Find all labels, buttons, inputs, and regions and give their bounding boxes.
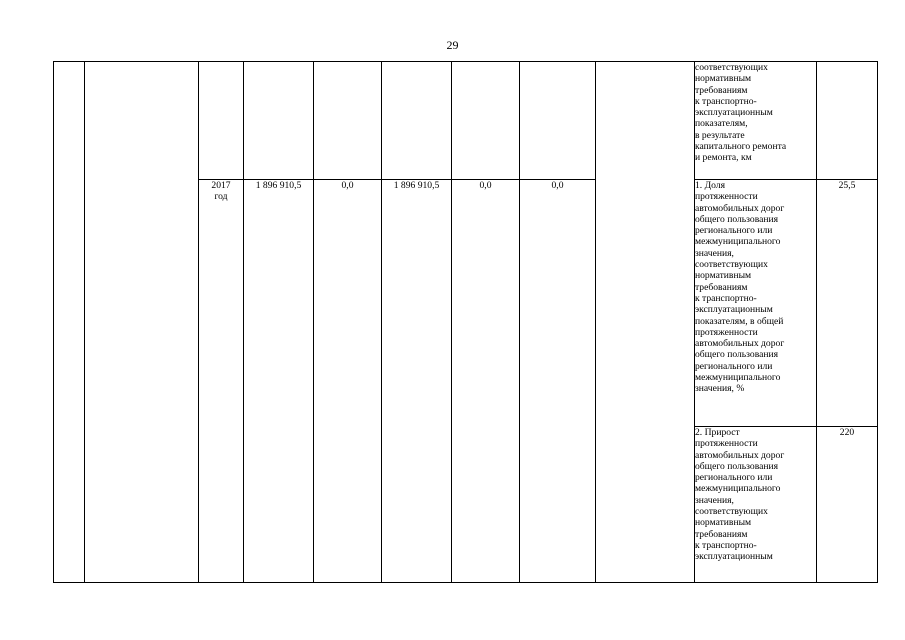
cell-number bbox=[54, 62, 85, 583]
cell-executor bbox=[596, 62, 695, 583]
cell-total: 1 896 910,5 bbox=[244, 180, 314, 583]
cell-regional: 1 896 910,5 bbox=[382, 180, 452, 583]
cell-year-empty bbox=[199, 62, 244, 180]
page-number: 29 bbox=[446, 38, 459, 52]
indicator-value: 220 bbox=[817, 427, 878, 583]
indicator-value bbox=[817, 62, 878, 180]
indicator-value: 25,5 bbox=[817, 180, 878, 427]
indicator-text: 2. Прирост протяженности автомобильных дорог общего пользования регионального или межмуниципального значения, соответствующих нормативным требованиям к транспортно- эксплуатационным bbox=[695, 427, 817, 583]
cell-other: 0,0 bbox=[520, 180, 596, 583]
cell-name bbox=[85, 62, 199, 583]
cell-local-empty bbox=[452, 62, 520, 180]
cell-year: 2017 год bbox=[199, 180, 244, 583]
cell-federal: 0,0 bbox=[314, 180, 382, 583]
budget-table bbox=[53, 61, 878, 583]
indicator-text: 1. Доля протяженности автомобильных дорог общего пользования регионального или межмуниципального значения, соответствующих нормативным требованиям к транспортно- эксплуатационным показателям, в общей протяженности автомобильных дорог общего пользования регионального или межмуниципального значения, % bbox=[695, 180, 817, 427]
cell-local: 0,0 bbox=[452, 180, 520, 583]
cell-federal-empty bbox=[314, 62, 382, 180]
table-row-continuation bbox=[54, 62, 878, 180]
cell-other-empty bbox=[520, 62, 596, 180]
cell-total-empty bbox=[244, 62, 314, 180]
indicator-text: соответствующих нормативным требованиям к транспортно- эксплуатационным показателям, в результате капитального ремонта и ремонта, км bbox=[695, 62, 817, 180]
cell-regional-empty bbox=[382, 62, 452, 180]
